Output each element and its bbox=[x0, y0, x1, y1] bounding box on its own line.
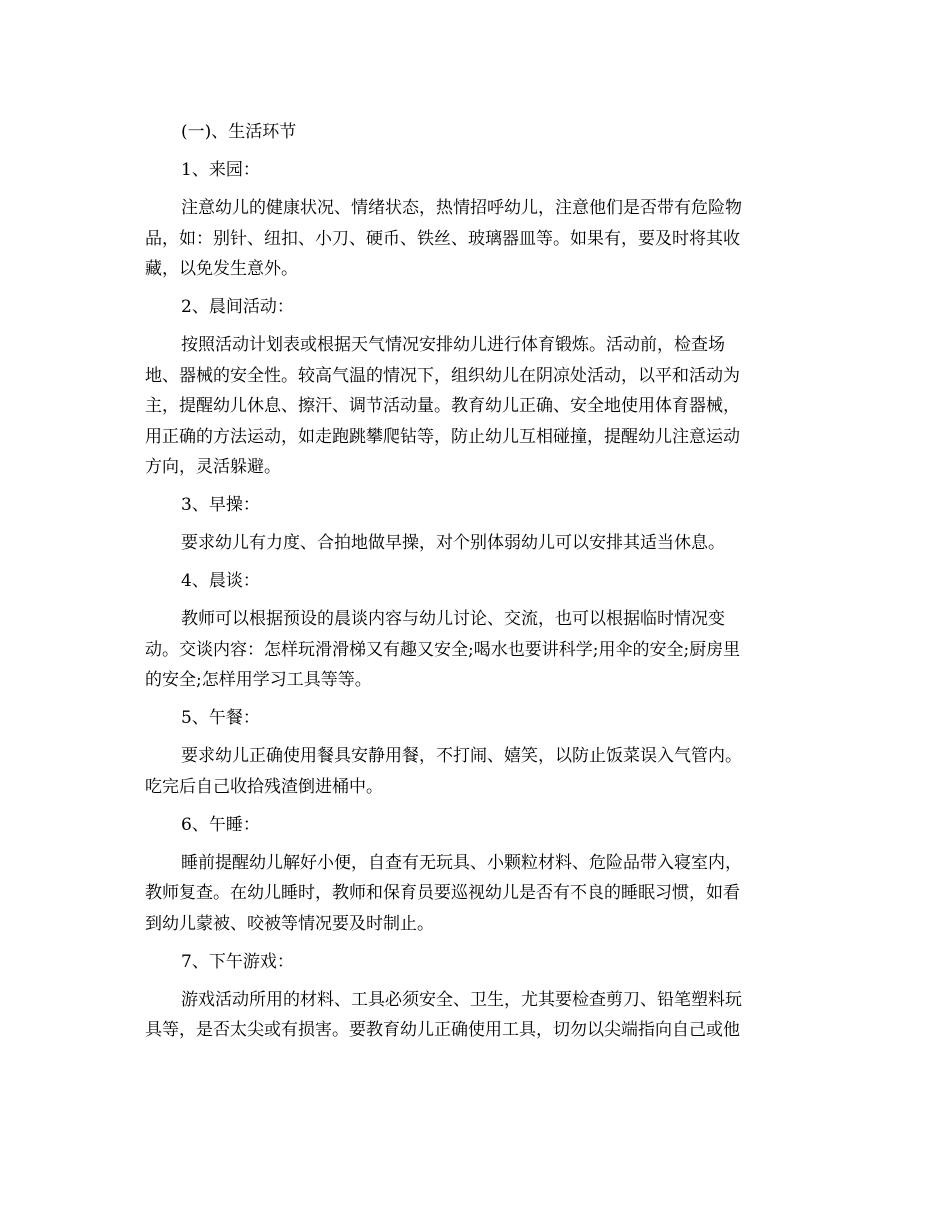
paragraph-line: 注意幼儿的健康状况、情绪状态，热情招呼幼儿，注意他们是否带有危险物 bbox=[181, 198, 742, 218]
paragraph-line: 教师可以根据预设的晨谈内容与幼儿讨论、交流，也可以根据临时情况变 bbox=[181, 609, 725, 629]
paragraph-line: 按照活动计划表或根据天气情况安排幼儿进行体育锻炼。活动前，检查场 bbox=[181, 335, 725, 355]
item-paragraph bbox=[145, 848, 810, 940]
paragraph-line: 游戏活动所用的材料、工具必须安全、卫生，尤其要检查剪刀、铅笔塑料玩 bbox=[181, 989, 742, 1010]
paragraph-line: 睡前提醒幼儿解好小便，自查有无玩具、小颗粒材料、危险品带入寝室内， bbox=[181, 852, 742, 873]
item-heading: 1、来园： bbox=[181, 160, 260, 180]
paragraph-line: 吃完后自己收拾残渣倒进桶中。 bbox=[145, 776, 383, 797]
paragraph-line: 的安全;怎样用学习工具等等。 bbox=[145, 670, 372, 690]
item-paragraph bbox=[145, 741, 810, 802]
paragraph-line: 地、器械的安全性。较高气温的情况下，组织幼儿在阴凉处活动，以平和活动为 bbox=[145, 365, 740, 386]
paragraph-line: 教师复查。在幼儿睡时，教师和保育员要巡视幼儿是否有不良的睡眠习惯，如看 bbox=[145, 883, 740, 903]
document-body bbox=[145, 117, 810, 1053]
paragraph-line: 藏，以免发生意外。 bbox=[145, 259, 298, 279]
paragraph-line: 动。交谈内容：怎样玩滑滑梯又有趣又安全;喝水也要讲科学;用伞的安全;厨房里 bbox=[145, 639, 741, 660]
paragraph-line: 要求幼儿正确使用餐具安静用餐，不打闹、嬉笑，以防止饭菜误入气管内。 bbox=[181, 746, 742, 766]
item-heading: 6、午睡： bbox=[181, 814, 260, 835]
paragraph-line: 品，如：别针、纽扣、小刀、硬币、铁丝、玻璃器皿等。如果有，要及时将其收 bbox=[145, 228, 740, 249]
item-paragraph bbox=[145, 985, 810, 1046]
paragraph-line: 具等，是否太尖或有损害。要教育幼儿正确使用工具，切勿以尖端指向自己或他 bbox=[145, 1020, 740, 1040]
item-paragraph bbox=[145, 528, 810, 559]
item-paragraph bbox=[145, 604, 810, 696]
item-heading: 2、晨间活动： bbox=[181, 297, 294, 317]
item-heading: 5、午餐： bbox=[181, 708, 260, 728]
paragraph-line: 主，提醒幼儿休息、擦汗、调节活动量。教育幼儿正确、安全地使用体育器械， bbox=[145, 396, 740, 416]
section-title: (一)、生活环节 bbox=[181, 122, 297, 142]
item-heading: 7、下午游戏： bbox=[181, 951, 294, 972]
paragraph-line: 用正确的方法运动，如走跑跳攀爬钻等，防止幼儿互相碰撞，提醒幼儿注意运动 bbox=[145, 426, 740, 447]
paragraph-line: 方向，灵活躲避。 bbox=[145, 457, 281, 477]
item-paragraph bbox=[145, 330, 810, 483]
paragraph-line: 要求幼儿有力度、合拍地做早操，对个别体弱幼儿可以安排其适当休息。 bbox=[181, 533, 725, 553]
item-heading: 4、晨谈： bbox=[181, 571, 260, 591]
item-heading: 3、早操： bbox=[181, 495, 260, 515]
paragraph-line: 到幼儿蒙被、咬被等情况要及时制止。 bbox=[145, 913, 434, 934]
item-paragraph bbox=[145, 193, 810, 285]
